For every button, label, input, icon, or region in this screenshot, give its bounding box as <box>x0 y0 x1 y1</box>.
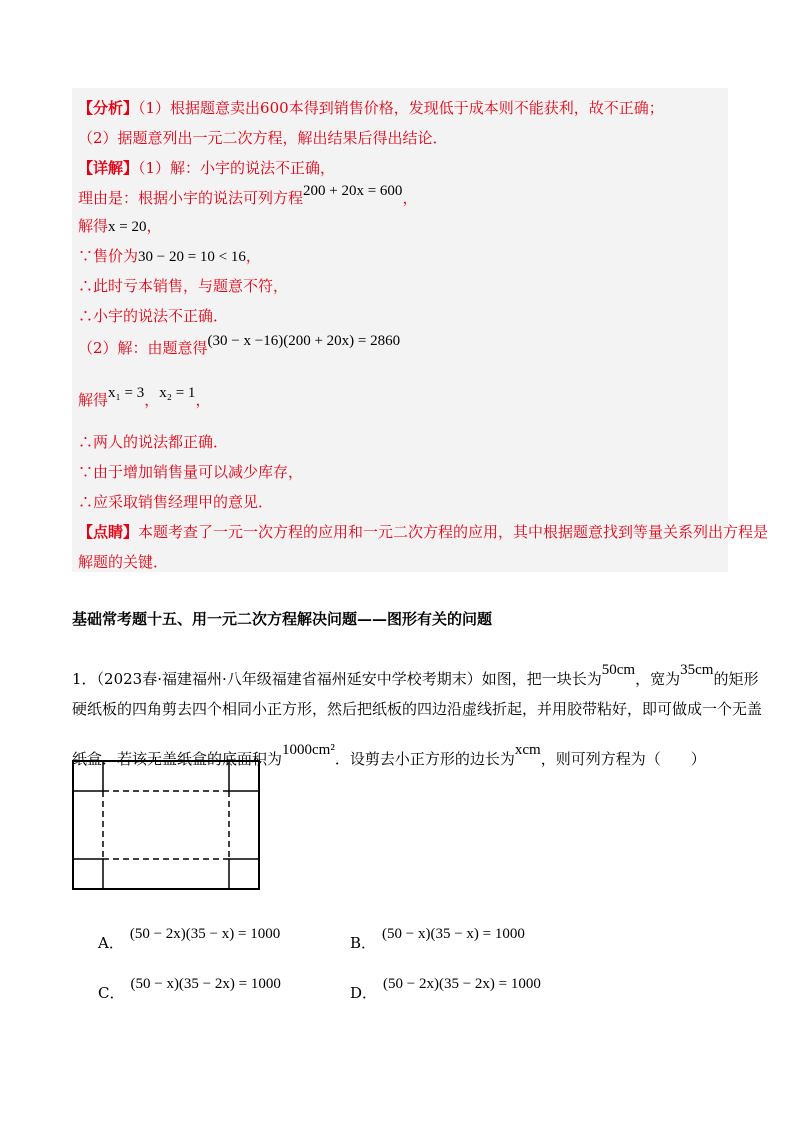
reason-text: 理由是：根据小宇的说法可列方程 <box>78 189 304 207</box>
comment-line-2 <box>78 552 168 572</box>
comment-text-2: 解题的关键． <box>78 553 169 571</box>
question-line-2 <box>72 698 762 719</box>
question-text-3a: 纸盒．若该无盖纸盒的底面积为 <box>72 750 283 768</box>
comment-tag: 【点睛】 <box>78 523 139 541</box>
option-d[interactable] <box>350 972 541 1002</box>
reason-line <box>78 183 418 209</box>
option-a-letter: A． <box>98 934 124 952</box>
analysis-text-1: （1）根据题意卖出600本得到销售价格，发现低于成本则不能获利，故不正确； <box>138 99 664 117</box>
cardboard-diagram <box>72 760 262 892</box>
root-2: x₂ = 1 <box>159 385 196 401</box>
comment-line-1 <box>78 522 768 542</box>
option-b-letter: B． <box>350 934 377 952</box>
option-c-expression: (50 − x)(35 − 2x) = 1000 <box>130 976 281 992</box>
analysis-tag: 【分析】 <box>78 99 139 117</box>
question-text-2: 硬纸板的四角剪去四个相同小正方形，然后把纸板的四边沿虚线折起，并用胶带粘好，即可做成一个无盖 <box>72 700 763 718</box>
because-text: ∵售价为 <box>78 247 139 265</box>
therefore-text-4: ∴应采取销售经理甲的意见． <box>78 493 274 511</box>
roots-end: ， <box>195 391 211 409</box>
question-text-1c: 的矩形 <box>713 670 759 688</box>
question-text-3b: ．设剪去小正方形的边长为 <box>334 750 515 768</box>
corner-square-top-right <box>229 761 259 791</box>
corner-square-top-left <box>73 761 103 791</box>
part2-line <box>78 333 401 359</box>
option-d-expression: (50 − 2x)(35 − 2x) = 1000 <box>383 976 541 992</box>
therefore-text-2: ∴小宇的说法不正确． <box>78 307 229 325</box>
solve-line <box>78 216 162 237</box>
option-c-letter: C． <box>98 984 125 1002</box>
corner-square-bottom-left <box>73 859 103 889</box>
question-length: 50cm <box>601 662 636 678</box>
because-end: ， <box>245 247 261 265</box>
reason-equation: 200 + 20x = 600 <box>303 183 403 199</box>
question-variable: xcm <box>514 742 541 758</box>
part2-text: （2）解：由题意得 <box>78 339 208 357</box>
therefore-line-3 <box>78 432 228 452</box>
part2-equation: (30 − x −16)(200 + 20x) = 2860 <box>207 333 401 349</box>
analysis-text-2: （2）据题意列出一元二次方程，解出结果后得出结论． <box>78 129 448 147</box>
question-text-3c: ，则可列方程为（ ） <box>540 750 706 768</box>
question-area: 1000cm² <box>282 742 335 758</box>
solve-equation: x = 20 <box>108 219 147 235</box>
question-width: 35cm <box>680 662 714 678</box>
option-b-expression: (50 − x)(35 − x) = 1000 <box>382 926 525 942</box>
root-separator: ， <box>144 391 160 409</box>
detail-line-1 <box>78 158 335 178</box>
question-text-1b: ，宽为 <box>635 670 681 688</box>
therefore-text-3: ∴两人的说法都正确． <box>78 433 229 451</box>
roots-line <box>78 385 211 411</box>
because-line <box>78 246 261 267</box>
root-1: x₁ = 3 <box>108 385 145 401</box>
option-b[interactable] <box>350 922 525 952</box>
reason-end: ， <box>402 189 418 207</box>
option-d-letter: D． <box>350 984 378 1002</box>
therefore-line-4 <box>78 492 273 512</box>
therefore-text-1: ∴此时亏本销售，与题意不符， <box>78 277 289 295</box>
roots-text: 解得 <box>78 391 109 409</box>
question-line-1 <box>72 662 759 689</box>
analysis-line-1 <box>78 98 664 118</box>
because-text-2: ∵由于增加销售量可以减少库存， <box>78 463 304 481</box>
cardboard-outline <box>73 761 259 889</box>
therefore-line-2 <box>78 306 228 326</box>
analysis-line-2 <box>78 128 448 148</box>
detail-text-1: （1）解：小宇的说法不正确， <box>138 159 336 177</box>
therefore-line-1 <box>78 276 288 296</box>
section-title: 基础常考题十五、用一元二次方程解决问题——图形有关的问题 <box>72 610 493 628</box>
option-a-expression: (50 − 2x)(35 − x) = 1000 <box>129 926 281 942</box>
option-c[interactable] <box>98 972 281 1002</box>
because-line-2 <box>78 462 303 482</box>
question-text-1a: 1．（2023春·福建福州·八年级福建省福州延安中学校考期末）如图，把一块长为 <box>72 670 602 688</box>
because-equation: 30 − 20 = 10 < 16 <box>138 249 246 265</box>
corner-square-bottom-right <box>229 859 259 889</box>
solve-end: ， <box>146 217 162 235</box>
option-a[interactable] <box>98 922 281 952</box>
solve-text: 解得 <box>78 217 109 235</box>
comment-text-1: 本题考查了一元一次方程的应用和一元二次方程的应用，其中根据题意找到等量关系列出方程是 <box>138 523 769 541</box>
detail-tag: 【详解】 <box>78 159 139 177</box>
